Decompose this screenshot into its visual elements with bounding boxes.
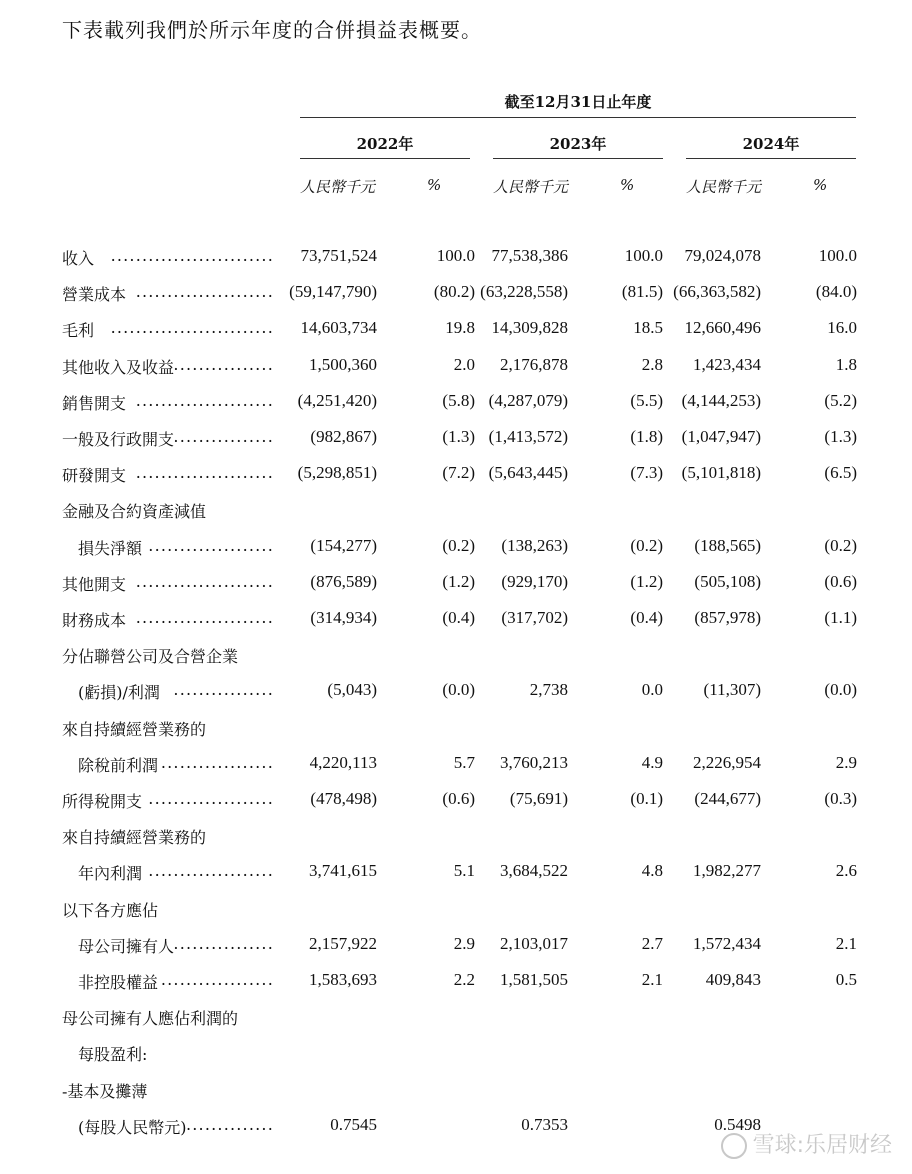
row-label: 研發開支 <box>62 466 127 486</box>
table-row <box>0 385 912 421</box>
percent-cell: 5.7 <box>453 752 475 772</box>
amount-cell: (63,228,558) <box>480 282 568 302</box>
row-label: 毛利 <box>62 321 95 341</box>
percent-cell: 100.0 <box>624 246 663 265</box>
year-2022: 2022年 <box>356 135 414 153</box>
percent-cell: 2.9 <box>453 933 475 953</box>
row-label: 每股盈利: <box>78 1045 148 1065</box>
row-label: 所得稅開支 <box>62 792 143 811</box>
unit-label: 人民幣千元 <box>686 178 762 196</box>
percent-cell: (1.8) <box>630 427 663 446</box>
percent-cell: 2.9 <box>835 752 857 772</box>
year-rule <box>300 158 470 159</box>
row-label: 母公司擁有人 <box>78 936 175 956</box>
percent-cell: (84.0) <box>815 282 857 302</box>
amount-cell: (138,263) <box>501 535 568 555</box>
amount-cell: 12,660,496 <box>684 318 761 338</box>
percent-cell: (0.0) <box>824 680 857 700</box>
row-label: 其他開支 <box>62 574 127 594</box>
amount-cell: (857,978) <box>694 608 761 627</box>
amount-cell: 2,103,017 <box>500 933 568 953</box>
amount-cell: 409,843 <box>705 970 761 989</box>
row-label: 來自持續經營業務的 <box>62 719 207 739</box>
table-row <box>0 349 912 385</box>
amount-cell: (505,108) <box>694 571 761 591</box>
row-label: 財務成本 <box>62 611 127 630</box>
amount-cell: 77,538,386 <box>491 246 568 265</box>
percent-cell: (0.1) <box>630 789 663 808</box>
amount-cell: (5,101,818) <box>681 463 761 483</box>
amount-cell: (1,047,947) <box>681 427 761 446</box>
table-row <box>0 530 912 566</box>
percent-cell: (5.5) <box>630 390 663 410</box>
amount-cell: (4,287,079) <box>488 390 568 410</box>
table-row <box>0 928 912 964</box>
amount-cell: 0.7545 <box>330 1114 377 1134</box>
percent-cell: 19.8 <box>445 318 475 338</box>
percent-cell: (80.2) <box>433 282 475 302</box>
amount-cell: 1,581,505 <box>500 970 568 989</box>
row-label: 以下各方應佔 <box>62 900 159 920</box>
leader-dots: .............. <box>185 1114 274 1134</box>
amount-cell: (1,413,572) <box>488 427 568 446</box>
pct-label: % <box>813 176 828 194</box>
amount-cell: (478,498) <box>310 789 377 808</box>
amount-cell: 1,572,434 <box>693 933 761 953</box>
amount-cell: (5,043) <box>327 680 377 700</box>
row-label: 銷售開支 <box>62 393 127 413</box>
period-rule <box>300 117 856 118</box>
percent-cell: (7.3) <box>630 463 663 483</box>
row-label: 金融及合約資產減值 <box>62 502 207 522</box>
row-label: 分佔聯營公司及合營企業 <box>62 647 239 667</box>
percent-cell: 18.5 <box>633 318 663 338</box>
amount-cell: (5,298,851) <box>297 463 377 483</box>
amount-cell: (982,867) <box>310 427 377 446</box>
leader-dots: .................... <box>148 535 274 555</box>
percent-cell: 2.6 <box>835 861 857 881</box>
table-row <box>0 674 912 710</box>
row-label: 母公司擁有人應佔利潤的 <box>62 1009 239 1029</box>
percent-cell: 1.8 <box>835 354 857 374</box>
pct-label: % <box>620 176 635 194</box>
year-rule <box>493 158 663 159</box>
table-row <box>0 1000 912 1036</box>
year-2023: 2023年 <box>549 135 607 153</box>
table-row <box>0 819 912 855</box>
amount-cell: 14,309,828 <box>491 318 568 338</box>
percent-cell: (1.2) <box>630 571 663 591</box>
snowball-logo-icon <box>721 1133 747 1159</box>
row-label: 營業成本 <box>62 285 127 305</box>
amount-cell: (929,170) <box>501 571 568 591</box>
leader-dots: .................. <box>160 970 274 989</box>
row-label: 損失淨額 <box>78 538 143 558</box>
percent-cell: (0.4) <box>630 608 663 627</box>
table-row <box>0 638 912 674</box>
amount-cell: (314,934) <box>310 608 377 627</box>
amount-cell: 0.5498 <box>714 1114 761 1134</box>
amount-cell: 2,226,954 <box>693 752 761 772</box>
row-label: 非控股權益 <box>78 973 159 992</box>
amount-cell: 79,024,078 <box>684 246 761 265</box>
amount-cell: 1,500,360 <box>309 354 377 374</box>
leader-dots: ...................... <box>135 463 274 483</box>
percent-cell: 5.1 <box>453 861 475 881</box>
percent-cell: (81.5) <box>621 282 663 302</box>
amount-cell: (59,147,790) <box>289 282 377 302</box>
row-label: 收入 <box>62 249 95 268</box>
year-2024: 2024年 <box>742 135 800 153</box>
table-row <box>0 711 912 747</box>
leader-dots: ................ <box>173 354 274 374</box>
percent-cell: (1.3) <box>824 427 857 446</box>
percent-cell: (0.4) <box>442 608 475 627</box>
row-label: -基本及攤薄 <box>62 1081 148 1101</box>
percent-cell: (0.2) <box>442 535 475 555</box>
amount-cell: (154,277) <box>310 535 377 555</box>
amount-cell: (4,144,253) <box>681 390 761 410</box>
amount-cell: (5,643,445) <box>488 463 568 483</box>
amount-cell: 0.7353 <box>521 1114 568 1134</box>
period-header: 截至12月31日止年度 <box>504 93 652 111</box>
percent-cell: (0.2) <box>630 535 663 555</box>
amount-cell: (75,691) <box>509 789 568 808</box>
row-label: 年內利潤 <box>78 864 143 884</box>
leader-dots: .......................... <box>110 246 274 265</box>
row-label: (每股人民幣元) <box>78 1117 187 1137</box>
percent-cell: (7.2) <box>442 463 475 483</box>
amount-cell: 1,583,693 <box>309 970 377 989</box>
leader-dots: .................... <box>148 789 274 808</box>
watermark <box>721 1128 892 1159</box>
table-row <box>0 602 912 638</box>
percent-cell: 0.0 <box>641 680 663 700</box>
amount-cell: (876,589) <box>310 571 377 591</box>
table-row <box>0 493 912 529</box>
leader-dots: ................ <box>173 680 274 700</box>
percent-cell: (1.1) <box>824 608 857 627</box>
amount-cell: 3,760,213 <box>500 752 568 772</box>
table-row <box>0 421 912 457</box>
percent-cell: (0.6) <box>824 571 857 591</box>
leader-dots: ................ <box>173 427 274 446</box>
year-rule <box>686 158 856 159</box>
row-label: 一般及行政開支 <box>62 430 175 449</box>
table-row <box>0 964 912 1000</box>
leader-dots: ...................... <box>135 390 274 410</box>
amount-cell: (317,702) <box>501 608 568 627</box>
table-row <box>0 783 912 819</box>
pct-label: % <box>427 176 442 194</box>
percent-cell: (0.6) <box>442 789 475 808</box>
unit-label: 人民幣千元 <box>300 178 376 196</box>
table-row <box>0 240 912 276</box>
row-label: 其他收入及收益 <box>62 357 175 377</box>
leader-dots: .................. <box>160 752 274 772</box>
table-row <box>0 747 912 783</box>
percent-cell: 2.2 <box>453 970 475 989</box>
percent-cell: 4.8 <box>641 861 663 881</box>
row-label: 來自持續經營業務的 <box>62 828 207 848</box>
amount-cell: 1,423,434 <box>693 354 761 374</box>
amount-cell: 73,751,524 <box>300 246 377 265</box>
percent-cell: (6.5) <box>824 463 857 483</box>
percent-cell: (0.2) <box>824 535 857 555</box>
percent-cell: 2.0 <box>453 354 475 374</box>
leader-dots: ...................... <box>135 282 274 302</box>
table-row <box>0 312 912 348</box>
percent-cell: (1.2) <box>442 571 475 591</box>
amount-cell: (188,565) <box>694 535 761 555</box>
percent-cell: (0.3) <box>824 789 857 808</box>
table-row <box>0 457 912 493</box>
amount-cell: 2,738 <box>529 680 568 700</box>
amount-cell: 3,741,615 <box>309 861 377 881</box>
percent-cell: 4.9 <box>641 752 663 772</box>
amount-cell: (66,363,582) <box>673 282 761 302</box>
amount-cell: 1,982,277 <box>693 861 761 881</box>
table-row <box>0 1073 912 1109</box>
leader-dots: ...................... <box>135 608 274 627</box>
amount-cell: (244,677) <box>694 789 761 808</box>
unit-label: 人民幣千元 <box>493 178 569 196</box>
percent-cell: 2.1 <box>641 970 663 989</box>
leader-dots: .......................... <box>110 318 274 338</box>
amount-cell: 2,176,878 <box>500 354 568 374</box>
percent-cell: 2.1 <box>835 933 857 953</box>
table-row <box>0 566 912 602</box>
percent-cell: (5.2) <box>824 390 857 410</box>
percent-cell: 0.5 <box>835 970 857 989</box>
amount-cell: (11,307) <box>703 680 761 700</box>
table-row <box>0 892 912 928</box>
table-row <box>0 855 912 891</box>
leader-dots: .................... <box>148 861 274 881</box>
intro-text: 下表載列我們於所示年度的合併損益表概要。 <box>62 18 482 42</box>
row-label: 除稅前利潤 <box>78 755 159 775</box>
percent-cell: 2.8 <box>641 354 663 374</box>
percent-cell: 100.0 <box>818 246 857 265</box>
leader-dots: ...................... <box>135 571 274 591</box>
amount-cell: (4,251,420) <box>297 390 377 410</box>
percent-cell: 16.0 <box>827 318 857 338</box>
leader-dots: ................ <box>173 933 274 953</box>
table-row <box>0 1036 912 1072</box>
percent-cell: (5.8) <box>442 390 475 410</box>
percent-cell: (1.3) <box>442 427 475 446</box>
amount-cell: 3,684,522 <box>500 861 568 881</box>
amount-cell: 4,220,113 <box>309 752 377 772</box>
amount-cell: 14,603,734 <box>300 318 377 338</box>
percent-cell: 100.0 <box>436 246 475 265</box>
percent-cell: 2.7 <box>641 933 663 953</box>
amount-cell: 2,157,922 <box>309 933 377 953</box>
percent-cell: (0.0) <box>442 680 475 700</box>
row-label: (虧損)/利潤 <box>78 683 160 703</box>
watermark-text: 雪球:乐居财经 <box>752 1133 892 1158</box>
table-row <box>0 276 912 312</box>
